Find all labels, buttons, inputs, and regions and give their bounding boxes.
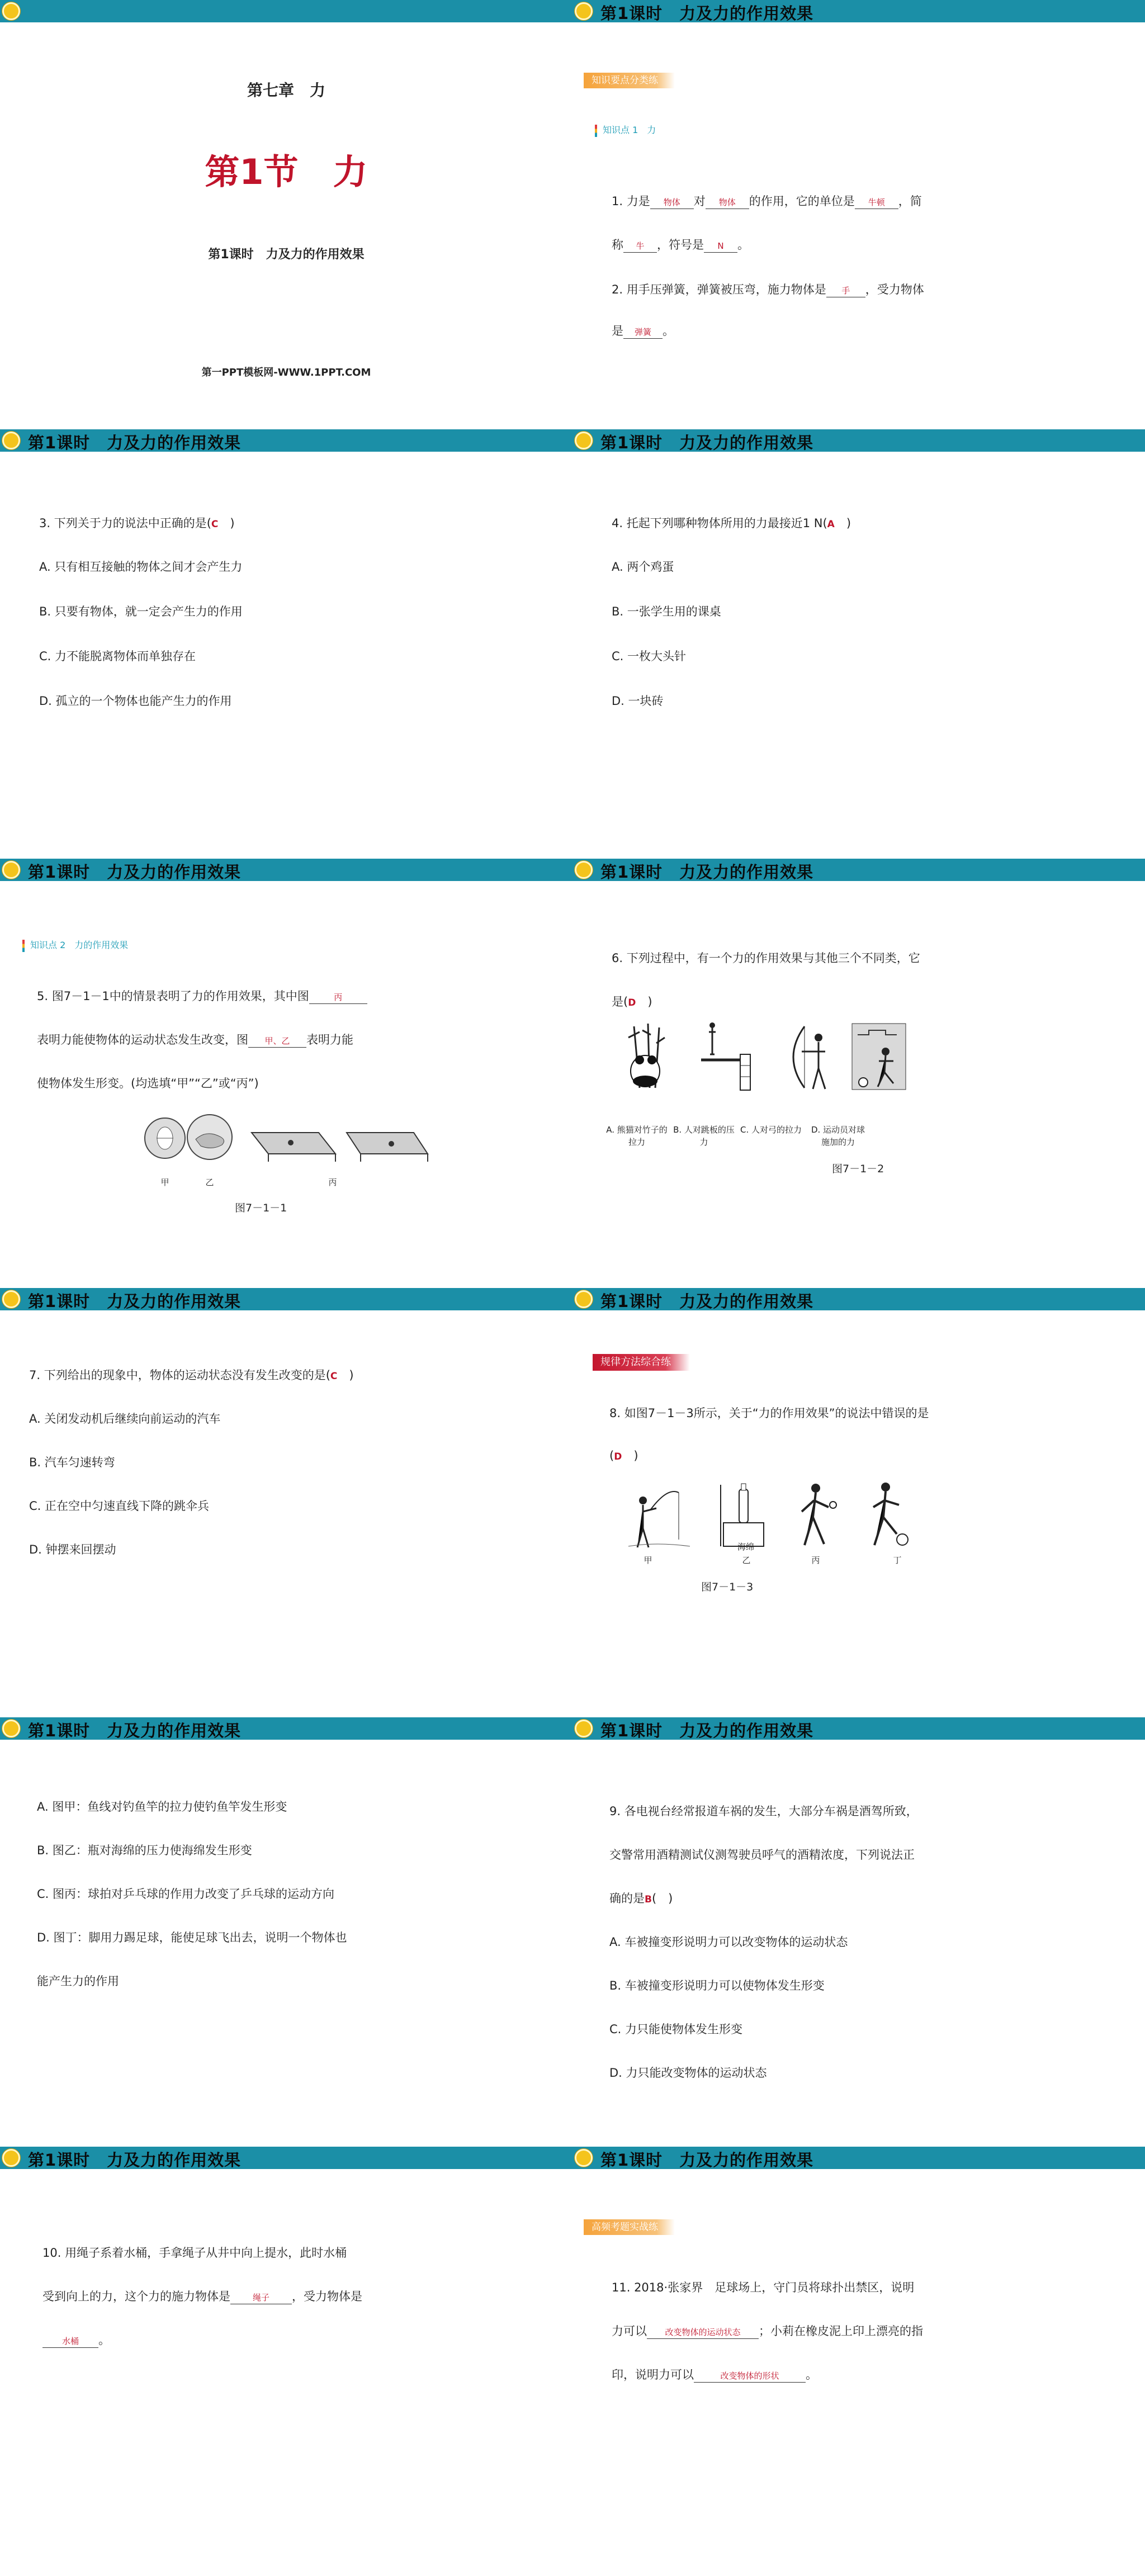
q2-text: 2. 用手压弹簧，弹簧被压弯，施力物体是 [612, 283, 826, 296]
q2-line1 [612, 278, 924, 301]
slide-8 [572, 1288, 1145, 1717]
site-text: 第一PPT模板网-WWW.1PPT.COM [201, 367, 371, 378]
header-title: 第1课时 力及力的作用效果 [600, 863, 814, 882]
q9-option: D. 力只能改变物体的运动状态 [609, 2066, 767, 2080]
q9-line [609, 1887, 673, 1911]
section-title: 第1节 力 [205, 151, 368, 192]
header-title: 第1课时 力及力的作用效果 [600, 433, 814, 452]
q8-option: 能产生力的作用 [37, 1974, 119, 1988]
q3-stem [39, 512, 235, 536]
slide-9 [0, 1717, 572, 2147]
figure-jia-ball-icon [145, 1118, 185, 1158]
knowledge-point [22, 938, 128, 952]
q1-text: 称 [612, 238, 623, 252]
answer-blank: 丙 [309, 991, 367, 1004]
answer-choice: D [614, 1451, 622, 1462]
q5-text: 5. 图7－1－1中的情景表明了力的作用效果，其中图 [37, 989, 309, 1003]
q9-option: A. 车被撞变形说明力可以改变物体的运动状态 [609, 1935, 848, 1949]
q11-text: 。 [806, 2368, 817, 2381]
q11-text: ；小莉在橡皮泥上印上漂亮的指 [759, 2324, 923, 2338]
slide-header [0, 1717, 572, 1740]
q8-option: D. 图丁：脚用力踢足球，能使足球飞出去，说明一个物体也 [37, 1931, 347, 1944]
q10-line1: 10. 用绳子系着水桶，手拿绳子从井中向上提水，此时水桶 [42, 2246, 347, 2260]
q11-text: 力可以 [612, 2324, 647, 2338]
figure-option-caption: A. 熊猫对竹子的拉力 [606, 1125, 668, 1147]
answer-blank: 物体 [706, 196, 749, 209]
slide-header [572, 2147, 1145, 2169]
figure-label: 乙 [742, 1555, 751, 1565]
q5-text: 表明力能使物体的运动状态发生改变，图 [37, 1033, 248, 1046]
sponge-label: 海绵 [737, 1542, 754, 1552]
q8-option: C. 图丙：球拍对乒乓球的作用力改变了乒乓球的运动方向 [37, 1887, 335, 1901]
figure-caption: 图7－1－3 [701, 1581, 754, 1593]
slide-5 [0, 859, 572, 1288]
q10-text: 受到向上的力，这个力的施力物体是 [42, 2290, 230, 2303]
header-title: 第1课时 力及力的作用效果 [600, 1292, 814, 1311]
q5-text: 表明力能 [306, 1033, 353, 1046]
q11-line3 [612, 2364, 817, 2386]
answer-blank: N [704, 240, 737, 253]
q5-line2 [37, 1029, 353, 1051]
section-tag: 高频考题实战练 [584, 2219, 675, 2235]
lesson-title: 第1课时 力及力的作用效果 [208, 248, 365, 262]
q1-line2 [612, 234, 749, 256]
answer-choice: B [645, 1894, 652, 1905]
figure-label: 丁 [893, 1555, 902, 1565]
section-tag: 规律方法综合练 [593, 1354, 690, 1371]
header-title: 第1课时 力及力的作用效果 [600, 1721, 814, 1740]
q1-text: ，简 [898, 195, 922, 208]
figure-label: 丙 [811, 1555, 820, 1565]
slide-header [0, 859, 572, 881]
q9-option: B. 车被撞变形说明力可以使物体发生形变 [609, 1979, 825, 1992]
q8-text: ( [609, 1449, 614, 1462]
figure-7-1-3 [623, 1478, 914, 1551]
answer-blank: 改变物体的运动状态 [647, 2326, 759, 2339]
slide-3 [0, 429, 572, 859]
slide-2 [572, 0, 1145, 429]
q4-option: A. 两个鸡蛋 [612, 560, 674, 574]
fishing-icon [628, 1491, 690, 1547]
q1-text: 。 [737, 238, 749, 252]
q10-line2 [42, 2285, 362, 2308]
answer-blank: 绳子 [230, 2291, 292, 2304]
figure-caption: 图7－1－1 [235, 1202, 287, 1214]
q4-text: ) [834, 517, 851, 530]
figure-option-caption: B. 人对跳板的压力 [673, 1125, 735, 1147]
figure-7-1-1 [140, 1110, 430, 1172]
slide-7 [0, 1288, 572, 1717]
q8-line1: 8. 如图7－1－3所示，关于“力的作用效果”的说法中错误的是 [609, 1407, 929, 1420]
slide-11 [0, 2147, 572, 2576]
q9-text: ( ) [651, 1892, 673, 1905]
q3-option: D. 孤立的一个物体也能产生力的作用 [39, 694, 232, 708]
q9-option: C. 力只能使物体发生形变 [609, 2023, 743, 2036]
q4-stem [612, 512, 851, 536]
header-title: 第1课时 力及力的作用效果 [600, 2151, 814, 2170]
q10-text: ，受力物体是 [292, 2290, 362, 2303]
slide-10 [572, 1717, 1145, 2147]
q9-line: 交警常用酒精测试仪测驾驶员呼气的酒精浓度，下列说法正 [609, 1848, 915, 1862]
q5-line3: 使物体发生形变。(均选填“甲”“乙”或“丙”) [37, 1077, 259, 1090]
slide-header [0, 2147, 572, 2169]
archer-bow-icon [793, 1026, 825, 1089]
table-tennis-player-icon [802, 1484, 836, 1545]
figure-label: 乙 [205, 1177, 214, 1187]
q2-text: ，受力物体 [865, 283, 924, 296]
q11-text: 印，说明力可以 [612, 2368, 694, 2381]
slide-header [572, 1717, 1145, 1740]
q2-text: 是 [612, 324, 623, 338]
q4-text: 4. 托起下列哪种物体所用的力最接近1 N( [612, 517, 827, 530]
header-dot-icon [575, 432, 593, 449]
slide-header [572, 1288, 1145, 1310]
slide-title [0, 0, 572, 429]
header-dot-icon [2, 1720, 20, 1737]
q8-option: A. 图甲：鱼线对钓鱼竿的拉力使钓鱼竿发生形变 [37, 1800, 287, 1813]
kp-bar-icon [22, 940, 25, 952]
q10-line3 [42, 2329, 110, 2351]
header-title: 第1课时 力及力的作用效果 [28, 433, 242, 452]
q2-line2 [612, 320, 674, 342]
knowledge-point [595, 123, 656, 137]
header-title: 第1课时 力及力的作用效果 [600, 4, 814, 23]
answer-blank: 牛 [623, 240, 657, 253]
slide-header [572, 429, 1145, 452]
slide-header [0, 1288, 572, 1310]
q4-option: C. 一枚大头针 [612, 650, 687, 663]
header-dot-icon [575, 1290, 593, 1308]
section-tag: 知识要点分类练 [584, 73, 675, 88]
football-player-icon [852, 1024, 906, 1090]
q3-text: ) [218, 517, 235, 530]
q8-text: ) [622, 1449, 638, 1462]
slide-header [0, 429, 572, 452]
q7-option: C. 正在空中匀速直线下降的跳伞兵 [29, 1499, 210, 1513]
answer-choice: C [211, 519, 219, 530]
answer-choice: D [628, 997, 636, 1008]
header-dot-icon [575, 1720, 593, 1737]
header-title: 第1课时 力及力的作用效果 [28, 1292, 242, 1311]
answer-choice: C [330, 1371, 338, 1382]
q2-text: 。 [663, 324, 674, 338]
q7-option: B. 汽车匀速转弯 [29, 1456, 115, 1469]
bottle-sponge-icon [721, 1484, 764, 1546]
figure-caption: 图7－1－2 [832, 1163, 884, 1175]
q7-text: ) [337, 1368, 354, 1382]
q11-line2 [612, 2320, 923, 2342]
q4-option: B. 一张学生用的课桌 [612, 605, 721, 618]
slide-4 [572, 429, 1145, 859]
q8-option: B. 图乙：瓶对海绵的压力使海绵发生形变 [37, 1844, 252, 1857]
q7-stem [29, 1364, 354, 1388]
header-dot-icon [575, 2, 593, 20]
q3-text: 3. 下列关于力的说法中正确的是( [39, 517, 211, 530]
q10-text: 。 [98, 2333, 110, 2347]
figure-label: 甲 [644, 1555, 652, 1565]
slide-header [0, 0, 572, 22]
q5-line1 [37, 985, 367, 1007]
q4-option: D. 一块砖 [612, 694, 664, 708]
q6-text: 是( [612, 995, 628, 1008]
header-dot-icon [2, 861, 20, 879]
header-dot-icon [2, 2149, 20, 2167]
slide-6 [572, 859, 1145, 1288]
panda-bamboo-icon [628, 1024, 665, 1088]
header-title: 第1课时 力及力的作用效果 [28, 2151, 242, 2170]
q6-line1: 6. 下列过程中，有一个力的作用效果与其他三个不同类，它 [612, 951, 920, 965]
figure-option-caption: D. 运动员对球施加的力 [811, 1125, 865, 1147]
chapter-title: 第七章 力 [247, 81, 325, 100]
q1-text: 对 [693, 195, 706, 208]
header-title: 第1课时 力及力的作用效果 [28, 1721, 242, 1740]
q7-option: A. 关闭发动机后继续向前运动的汽车 [29, 1412, 221, 1426]
answer-blank: 甲、乙 [248, 1035, 306, 1048]
q11-line1: 11. 2018·张家界 足球场上，守门员将球扑出禁区，说明 [612, 2281, 915, 2294]
header-dot-icon [575, 861, 593, 879]
figure-label: 甲 [160, 1177, 169, 1187]
figure-7-1-2 [617, 1021, 908, 1093]
diving-board-icon [701, 1022, 750, 1090]
header-dot-icon [575, 2149, 593, 2167]
q1-line1 [612, 190, 922, 212]
q3-option: A. 只有相互接触的物体之间才会产生力 [39, 560, 243, 574]
slide-12 [572, 2147, 1145, 2576]
header-title: 第1课时 力及力的作用效果 [28, 863, 242, 882]
q3-option: B. 只要有物体，就一定会产生力的作用 [39, 605, 243, 618]
q6-text: ) [636, 995, 652, 1008]
figure-yi-hand-icon [187, 1115, 232, 1159]
q7-option: D. 钟摆来回摆动 [29, 1543, 116, 1556]
q6-line2 [612, 991, 652, 1014]
kp-label: 知识点 2 力的作用效果 [30, 940, 129, 950]
header-dot-icon [2, 2, 20, 20]
answer-blank: 手 [826, 285, 865, 297]
q1-text: ，符号是 [657, 238, 704, 252]
answer-blank: 牛顿 [855, 196, 898, 209]
header-dot-icon [2, 432, 20, 449]
q9-line: 9. 各电视台经常报道车祸的发生，大部分车祸是酒驾所致， [609, 1805, 918, 1818]
q7-text: 7. 下列给出的现象中，物体的运动状态没有发生改变的是( [29, 1368, 330, 1382]
answer-blank: 弹簧 [623, 326, 663, 339]
answer-blank: 水桶 [42, 2335, 98, 2348]
soccer-kick-icon [873, 1483, 908, 1545]
kp-label: 知识点 1 力 [603, 125, 656, 135]
q8-line2 [609, 1445, 638, 1468]
q9-text: 确的是 [609, 1892, 645, 1905]
header-dot-icon [2, 1290, 20, 1308]
slide-header [572, 0, 1145, 22]
kp-bar-icon [595, 125, 597, 137]
figure-option-caption: C. 人对弓的拉力 [740, 1125, 802, 1135]
answer-blank: 物体 [650, 196, 694, 209]
figure-bing-table-icon [252, 1133, 428, 1162]
answer-choice: A [827, 519, 835, 530]
figure-label: 丙 [328, 1177, 337, 1187]
q3-option: C. 力不能脱离物体而单独存在 [39, 650, 196, 663]
q1-text: 1. 力是 [612, 195, 650, 208]
slide-header [572, 859, 1145, 881]
answer-blank: 改变物体的形状 [694, 2370, 806, 2383]
q1-text: 的作用，它的单位是 [749, 195, 855, 208]
